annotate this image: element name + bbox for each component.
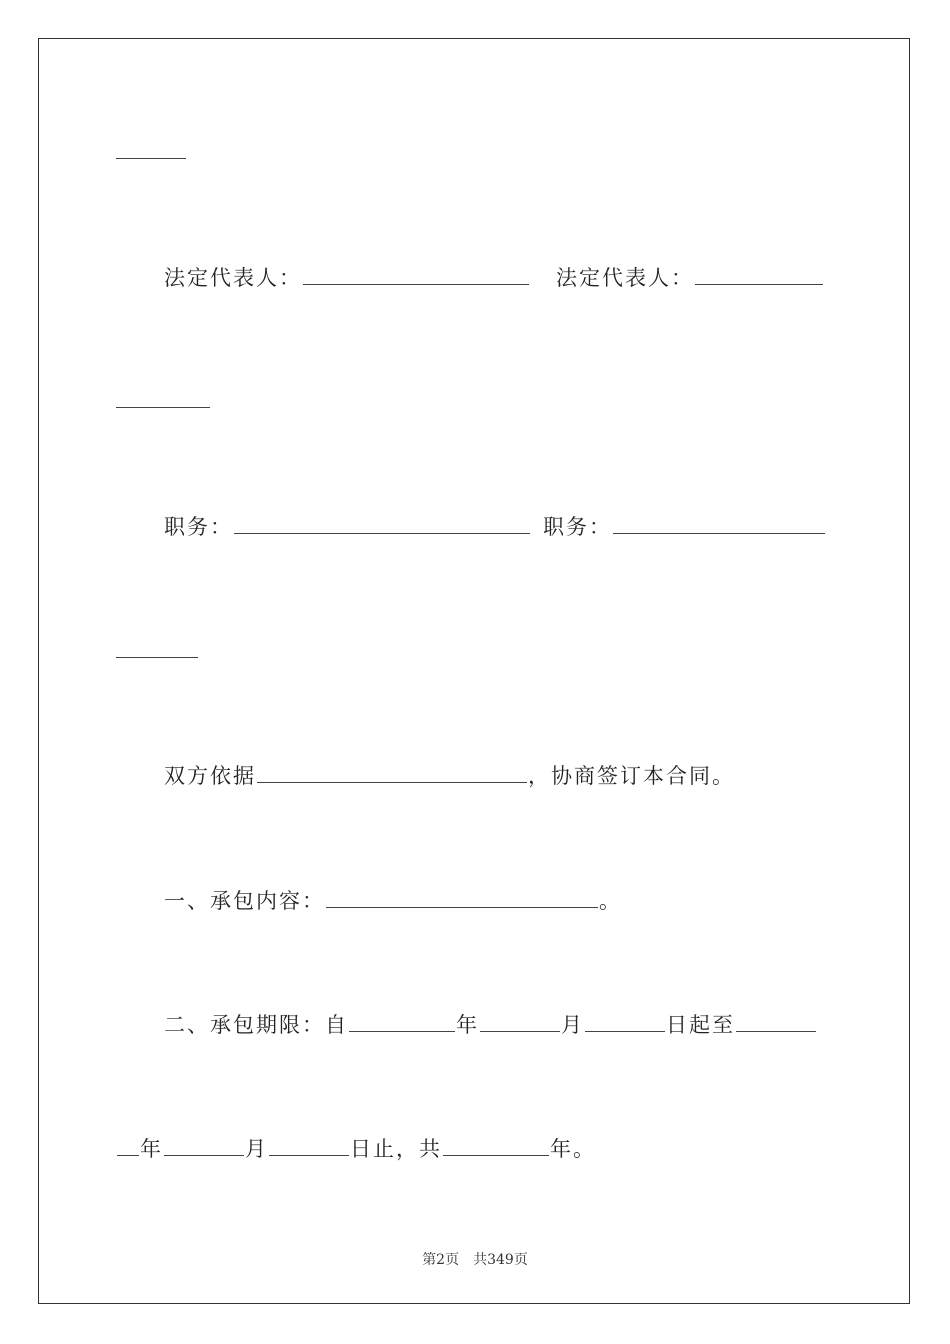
page-border	[38, 38, 910, 1304]
basis-row	[164, 760, 735, 790]
basis-prefix: 双方依据	[164, 764, 256, 788]
item2-row	[164, 1009, 817, 1039]
blank-line[interactable]	[116, 407, 210, 408]
item2-row-continued	[116, 1133, 596, 1163]
start-day-blank[interactable]	[585, 1009, 665, 1032]
end-year-label: 年	[140, 1137, 163, 1161]
page-number: 第2页	[422, 1252, 460, 1268]
start-month-blank[interactable]	[480, 1009, 560, 1032]
item1-blank[interactable]	[326, 885, 598, 908]
year-end-label: 年。	[550, 1137, 596, 1161]
legal-rep-label-b: 法定代表人：	[556, 266, 694, 290]
year-label: 年	[456, 1013, 479, 1037]
legal-rep-row	[164, 262, 824, 292]
position-blank-b[interactable]	[613, 511, 825, 534]
position-row	[164, 511, 826, 541]
basis-suffix: ，协商签订本合同。	[528, 764, 735, 788]
position-label-a: 职务：	[164, 515, 233, 539]
basis-blank[interactable]	[257, 760, 527, 783]
legal-rep-label-a: 法定代表人：	[164, 266, 302, 290]
start-year-blank[interactable]	[349, 1009, 455, 1032]
end-year-blank-b[interactable]	[117, 1133, 139, 1156]
legal-rep-blank-a[interactable]	[303, 262, 529, 285]
blank-line[interactable]	[116, 657, 198, 658]
total-years-blank[interactable]	[443, 1133, 549, 1156]
day-end-total-label: 日止，共	[350, 1137, 442, 1161]
position-label-b: 职务：	[543, 515, 612, 539]
month-label: 月	[561, 1013, 584, 1037]
end-year-blank-a[interactable]	[736, 1009, 816, 1032]
item1-row	[164, 885, 622, 915]
page-total: 共349页	[473, 1252, 528, 1268]
item1-label: 一、承包内容：	[164, 889, 325, 913]
item1-end: 。	[599, 889, 622, 913]
legal-rep-blank-b[interactable]	[695, 262, 823, 285]
page-footer	[0, 1249, 950, 1269]
end-day-blank[interactable]	[269, 1133, 349, 1156]
position-blank-a[interactable]	[234, 511, 530, 534]
end-month-blank[interactable]	[164, 1133, 244, 1156]
blank-line[interactable]	[116, 158, 186, 159]
day-from-to-label: 日起至	[666, 1013, 735, 1037]
end-month-label: 月	[245, 1137, 268, 1161]
item2-label: 二、承包期限：自	[164, 1013, 348, 1037]
